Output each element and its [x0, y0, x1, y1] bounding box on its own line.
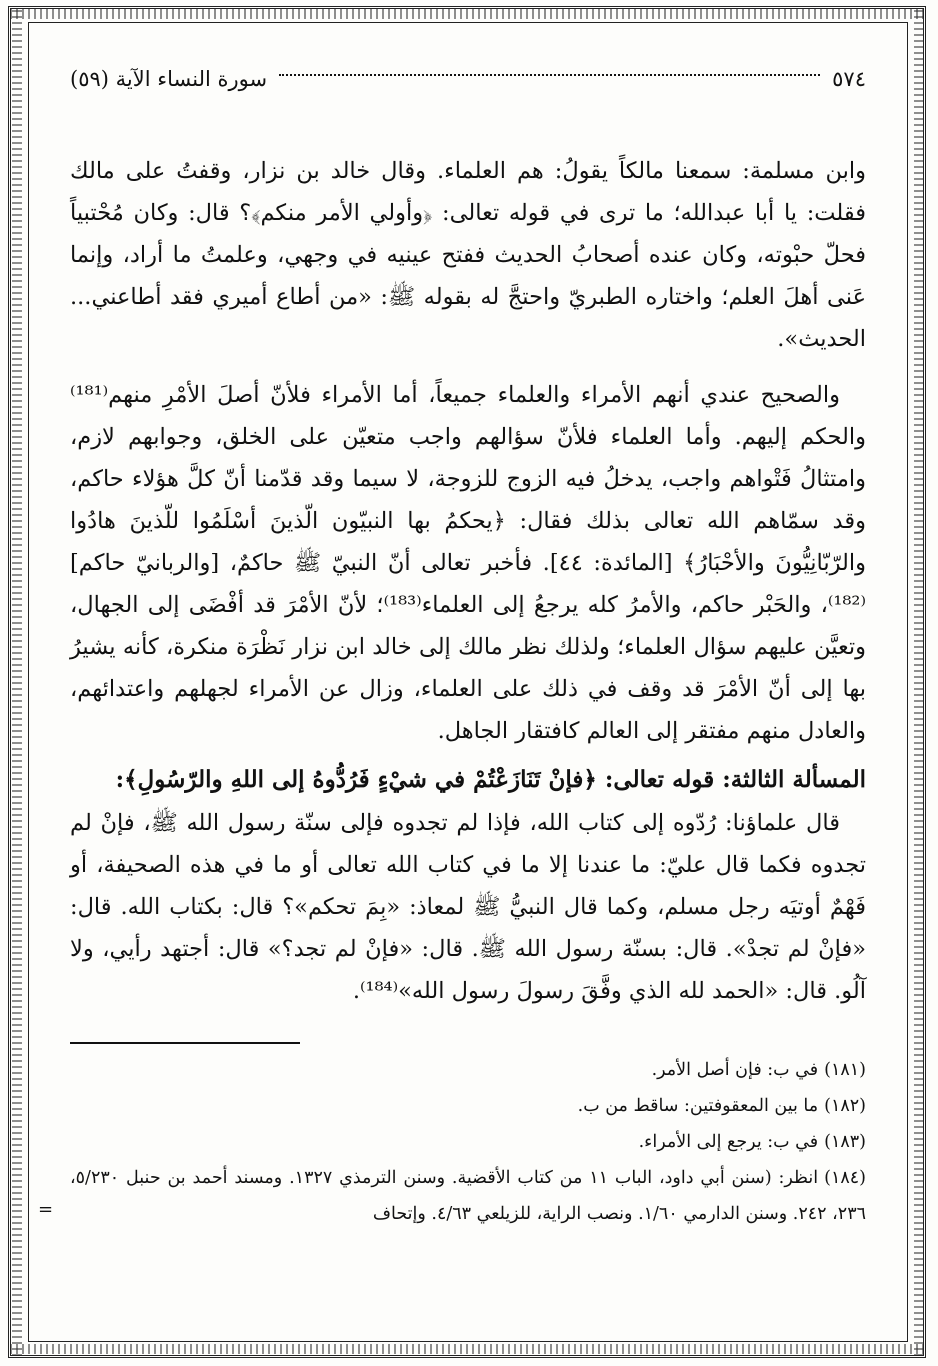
paragraph-3: قال علماؤنا: رُدّوه إلى كتاب الله، فإذا لم تجدوه فإلى سنّة رسول الله ﷺ، فإنْ لم تجدوه فكما قال عليّ: ما عندنا إلا ما في كتاب الله تعالى أو ما في هذه الصحيفة، أو فَهْمٌ أوتيَه رجل مسلم، وكما قال النبيُّ ﷺ لمعاذ: «بِمَ تحكم»؟ قال: بكتاب الله. قال: «فإنْ لم تجدْ». قال: بسنّة رسول الله ﷺ. قال: «فإنْ لم تجد؟» قال: أجتهد رأيي، ولا آلُو. قال: «الحمد لله الذي وفَّقَ رسولَ رسول الله»⁽¹⁸⁴⁾.: [70, 810, 866, 1004]
footnotes: [38, 1052, 866, 1232]
body-text: [70, 150, 866, 1012]
footnote-183: (١٨٣)في ب: يرجع إلى الأمراء.: [638, 1132, 866, 1152]
heading-label: المسألة الثالثة: قوله تعالى:: [604, 766, 866, 793]
footnote-181: (١٨١)في ب: فإن أصل الأمر.: [651, 1060, 866, 1080]
footnote-separator: [70, 1042, 300, 1044]
heading-verse: ﴿فإنْ تَنَازَعْتُمْ في شيْءٍ فَرُدُّوهُ إلى اللهِ والرّسُولِ﴾:: [115, 766, 597, 793]
page-number: ٥٧٤: [832, 67, 866, 91]
header-leader-dots: [279, 74, 820, 76]
running-header: [70, 58, 866, 100]
running-title: سورة النساء الآية (٥٩): [70, 67, 268, 91]
continuation-mark: =: [38, 1199, 54, 1220]
paragraph-1: وابن مسلمة: سمعنا مالكاً يقولُ: هم العلماء. وقال خالد بن نزار، وقفتُ على مالك فقلت: يا أبا عبدالله؛ ما ترى في قوله تعالى: ﴿وأولي الأمر منكم﴾؟ قال: وكان مُحْتبياً فحلّ حبْوته، وكان عنده أصحابُ الحديث ففتح عينيه في وجهي، وعلمتُ ما أراد، وإنما عَنى أهلَ العلم؛ واختاره الطبريّ واحتجَّ له بقوله ﷺ: «من أطاع أميري فقد أطاعني... الحديث».: [70, 158, 866, 352]
section-heading: [70, 758, 866, 802]
footnote-182: (١٨٢)ما بين المعقوفتين: ساقط من ب.: [577, 1096, 866, 1116]
page-content: [38, 58, 866, 1232]
footnote-184: (١٨٤)انظر: (سنن أبي داود، الباب ١١ من كتاب الأقضية. وسنن الترمذي ١٣٢٧. ومسند أحمد بن حنبل ٥/٢٣٠، ٢٣٦، ٢٤٢. وسنن الدارمي ١/٦٠. ونصب الراية، للزيلعي ٤/٦٣. وإتحاف =: [70, 1160, 866, 1232]
paragraph-2: والصحيح عندي أنهم الأمراء والعلماء جميعاً، أما الأمراء فلأنّ أصلَ الأمْرِ منهم⁽¹⁸¹⁾ والحكم إليهم. وأما العلماء فلأنّ سؤالهم واجب متعيّن على الخلق، وجوابهم لازم، وامتثالُ فَتْواهم واجب، يدخلُ فيه الزوج للزوجة، لا سيما وقد قدّمنا أنّ كلَّ هؤلاء حاكم، وقد سمّاهم الله تعالى بذلك فقال: ﴿يحكمُ بها النبيّون الّذينَ أسْلَمُوا للّذينَ هادُوا والرّبّانِيُّونَ والأحْبَارُ﴾ [المائدة: ٤٤]. فأخبر تعالى أنّ النبيّ ﷺ حاكمٌ، [والربانيّ حاكم]⁽¹⁸²⁾، والحَبْر حاكم، والأمرُ كله يرجعُ إلى العلماء⁽¹⁸³⁾؛ لأنّ الأمْرَ قد أفْضَى إلى الجهال، وتعيَّن عليهم سؤال العلماء؛ ولذلك نظر مالك إلى خالد ابن نزار نَظْرَة منكرة، كأنه يشيرُ بها إلى أنّ الأمْرَ قد وقف في ذلك على العلماء، وزال عن الأمراء لجهلهم واعتدائهم، والعادل منهم مفتقر إلى العالم كافتقار الجاهل.: [70, 382, 866, 744]
